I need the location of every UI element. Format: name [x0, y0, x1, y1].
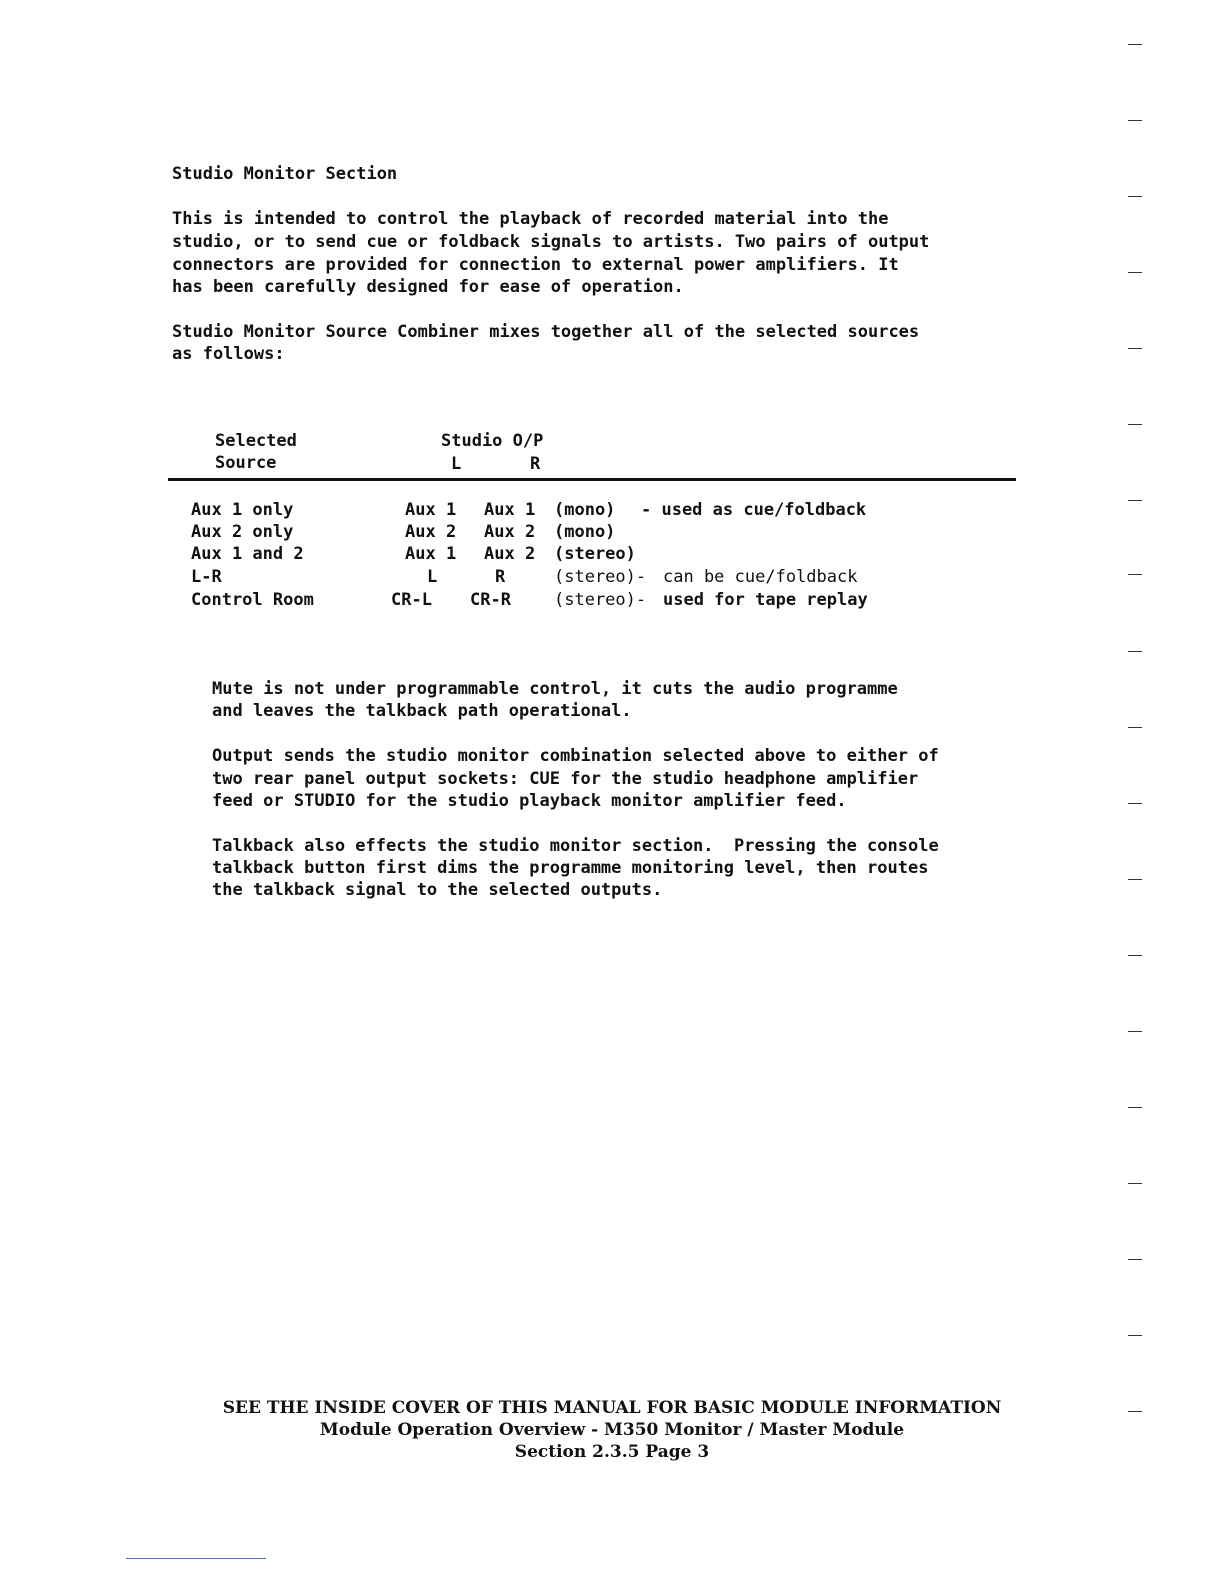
output-line-1: [212, 745, 1032, 768]
talkback-rest: also effects the studio monitor section. Pressing the console: [293, 836, 939, 856]
footer-page-number: Section 2.3.5 Page 3: [514, 1442, 710, 1462]
mute-rest: is not under programmable control, it cuts the audio programme: [252, 679, 898, 699]
combiner-term: Studio Monitor Source Combiner: [172, 322, 480, 342]
row-l: CR-L: [391, 590, 432, 610]
header-source: Source: [215, 453, 277, 473]
header-l: L: [451, 454, 462, 474]
edge-mark: [1128, 1335, 1142, 1336]
row-r: Aux 1: [484, 500, 536, 520]
row-r: Aux 2: [484, 544, 536, 564]
edge-mark: [1128, 574, 1142, 575]
row-source: Aux 2 only: [191, 522, 294, 542]
footer-line-1: SEE THE INSIDE COVER OF THIS MANUAL FOR BASIC MODULE INFORMATION: [222, 1398, 1002, 1418]
header-studio-op: Studio O/P: [441, 431, 544, 451]
table-row: [0, 566, 1224, 588]
edge-mark: [1128, 1183, 1142, 1184]
talkback-line-2: talkback button first dims the programme monitoring level, then routes: [212, 858, 929, 878]
row-note: - used as cue/foldback: [641, 500, 867, 520]
row-source: Aux 1 only: [191, 500, 294, 520]
output-line-2b: for the studio headphone amplifier: [560, 769, 919, 789]
mute-line-2: and leaves the talkback path operational.: [212, 701, 632, 721]
row-r: Aux 2: [484, 522, 536, 542]
row-mode: (stereo)-: [554, 590, 647, 610]
output-line-3: [212, 790, 1032, 813]
edge-mark: [1128, 1411, 1142, 1412]
edge-mark: [1128, 272, 1142, 273]
cue-term: CUE: [529, 769, 560, 789]
edge-mark: [1128, 803, 1142, 804]
header-r: R: [530, 454, 541, 474]
edge-mark: [1128, 651, 1142, 652]
row-mode: (mono): [554, 500, 616, 520]
table-row: [0, 499, 1224, 521]
intro-line-2: studio, or to send cue or foldback signals to artists. Two pairs of output: [172, 232, 930, 252]
studio-term: STUDIO: [293, 791, 356, 811]
output-rest: sends the studio monitor combination selected above to either of: [273, 746, 939, 766]
output-line-2a: two rear panel output sockets:: [212, 769, 530, 789]
edge-mark: [1128, 1107, 1142, 1108]
intro-line-3: connectors are provided for connection to external power amplifiers. It: [172, 255, 899, 275]
edge-mark: [1128, 196, 1142, 197]
intro-line-4: has been carefully designed for ease of operation.: [172, 277, 684, 297]
table-row: [0, 521, 1224, 543]
edge-mark: [1128, 120, 1142, 121]
table-row: [0, 543, 1224, 565]
row-l: Aux 1: [405, 500, 457, 520]
edge-mark: [1128, 44, 1142, 45]
row-r: CR-R: [470, 590, 511, 610]
row-mode: (mono): [554, 522, 616, 542]
talkback-term: Talkback: [212, 836, 294, 856]
edge-mark: [1128, 1031, 1142, 1032]
footer-line-2: Module Operation Overview - M350 Monitor / Master Module: [319, 1420, 905, 1440]
table-rule: [168, 478, 1016, 481]
row-mode: (stereo)-: [554, 567, 647, 587]
row-source: Aux 1 and 2: [191, 544, 304, 564]
row-mode: (stereo): [554, 544, 636, 564]
edge-mark: [1128, 348, 1142, 349]
edge-mark: [1128, 424, 1142, 425]
header-selected: Selected: [215, 431, 297, 451]
edge-mark: [1128, 727, 1142, 728]
row-source: L-R: [191, 567, 222, 587]
row-r: R: [495, 567, 506, 587]
edge-mark: [1128, 879, 1142, 880]
row-source: Control Room: [191, 590, 314, 610]
output-line-3a: feed or: [212, 791, 294, 811]
edge-mark: [1128, 500, 1142, 501]
mute-line-1: [212, 678, 1032, 701]
row-l: Aux 2: [405, 522, 457, 542]
mute-term: Mute: [212, 679, 253, 699]
edge-mark: [1128, 955, 1142, 956]
row-l: L: [427, 567, 438, 587]
section-title: Studio Monitor Section: [172, 164, 398, 184]
output-line-2: [212, 768, 1032, 791]
combiner-line-2: as follows:: [172, 344, 285, 364]
intro-line-1: This is intended to control the playback of recorded material into the: [172, 209, 889, 229]
edge-mark: [1128, 1259, 1142, 1260]
talkback-line-1: [212, 835, 1032, 858]
table-row: [0, 589, 1224, 611]
combiner-line-1: [172, 321, 1052, 344]
output-term: Output: [212, 746, 274, 766]
bottom-scan-line: [126, 1558, 266, 1559]
row-note: can be cue/foldback: [663, 567, 858, 587]
row-l: Aux 1: [405, 544, 457, 564]
combiner-rest: mixes together all of the selected sources: [479, 322, 920, 342]
talkback-line-3: the talkback signal to the selected outputs.: [212, 880, 663, 900]
row-note: used for tape replay: [663, 590, 868, 610]
output-line-3b: for the studio playback monitor amplifier feed.: [355, 791, 847, 811]
